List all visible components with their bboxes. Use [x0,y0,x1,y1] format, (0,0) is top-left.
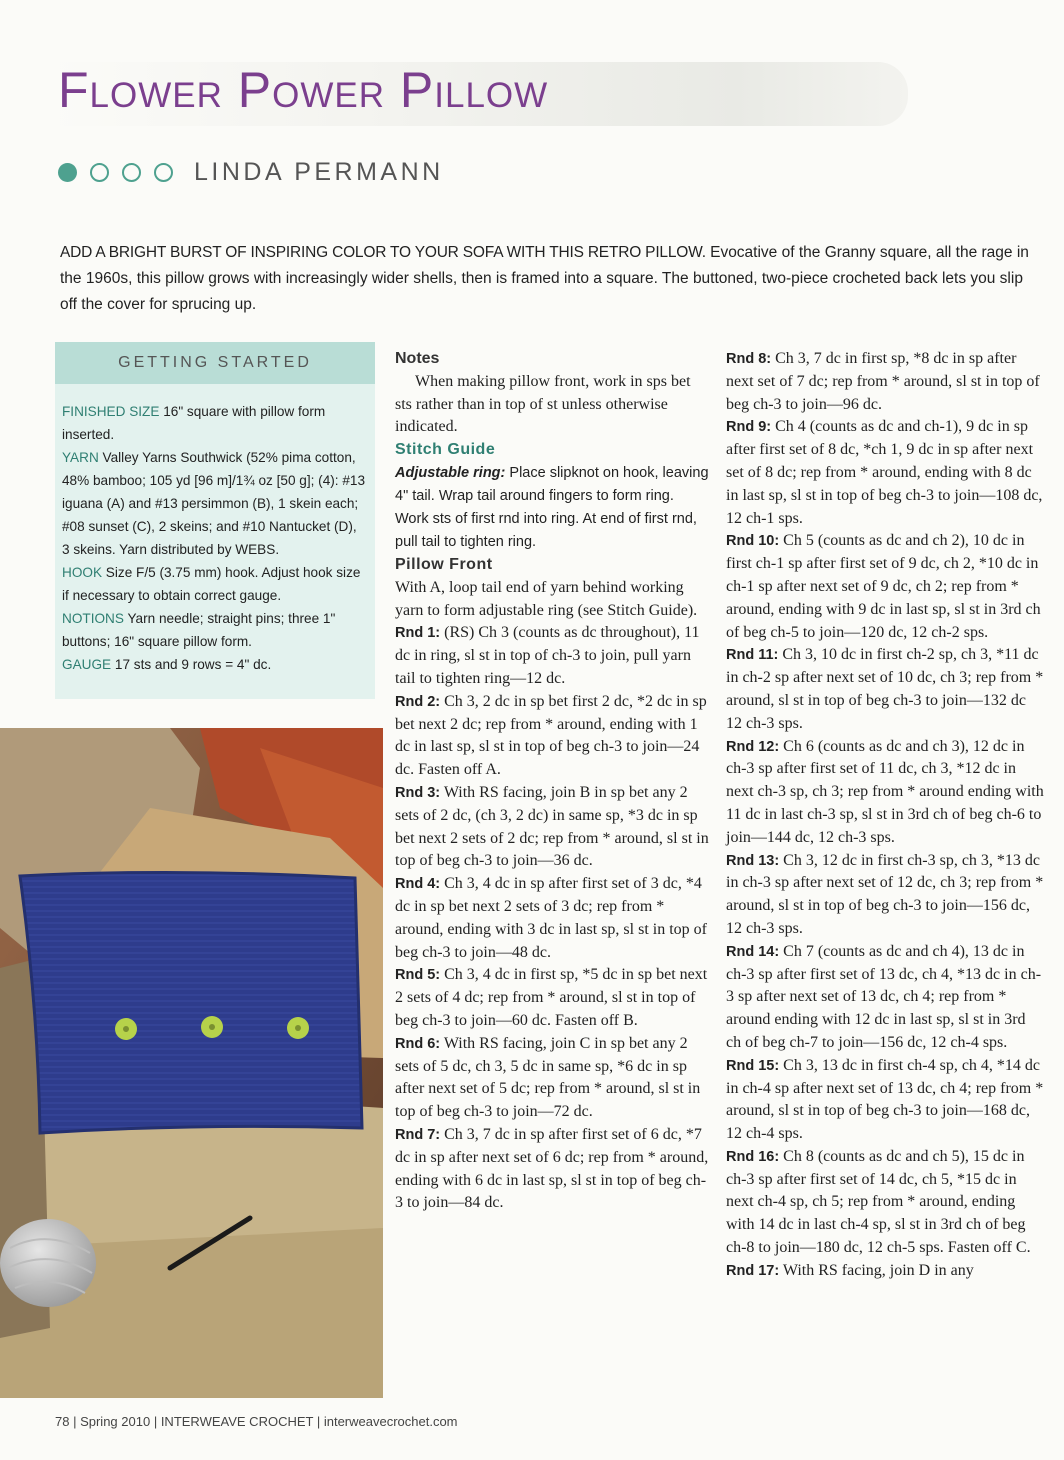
footer-separator: | [150,1414,161,1429]
round-instruction [395,1033,710,1124]
round-label: Rnd 13: [726,852,780,869]
website-url: interweavecrochet.com [323,1414,458,1429]
materials-item [62,400,367,446]
stitch-guide-text [395,462,710,554]
round-instruction [395,1124,710,1215]
page-title: Flower Power Pillow [58,62,549,118]
stitch-guide-heading: Stitch Guide [395,441,496,459]
round-instruction [726,644,1044,735]
round-instruction [726,530,1044,644]
round-instruction [395,691,710,782]
round-label: Rnd 11: [726,647,779,664]
materials-text: Valley Yarns Southwick (52% pima cotton, 48% bamboo; 105 yd [96 m]/1¾ oz [50 g]; (4): #13 iguana (A) and #13 persimmon (B), 1 skein each; #08 sunset (C), 2 skeins; and #10 Nantucket (D), 3 skeins. Yarn distributed by WEBS. [62,450,366,557]
button-flower [287,1017,309,1039]
column-right [726,348,1044,1283]
materials-item [62,446,367,561]
round-label: Rnd 4: [395,876,441,893]
author-name: LINDA PERMANN [194,158,444,186]
round-label: Rnd 16: [726,1148,780,1165]
round-text: Ch 5 (counts as dc and ch 2), 10 dc in first ch-1 sp after first set of 9 dc, ch 2, *10 dc in ch-1 sp after next set of 9 dc, ch 2; rep from * around, ending with 9 dc in last sp, sl st in 3rd ch of beg ch-5 to join—120 dc, 12 ch-2 sps. [726,532,1041,641]
round-label: Rnd 1: [395,625,441,642]
round-label: Rnd 7: [395,1126,441,1143]
difficulty-dot-empty [90,163,109,182]
difficulty-dot-filled [58,163,77,182]
round-label: Rnd 12: [726,738,780,755]
materials-text: Yarn needle; straight pins; three 1" buttons; 16" square pillow form. [62,611,336,649]
footer-separator: | [69,1414,81,1429]
round-text: Ch 3, 10 dc in first ch-2 sp, ch 3, *11 dc in ch-2 sp after next set of 10 dc, ch 3; rep from * around, sl st in top of beg ch-3 to join—132 dc 12 ch-3 sps. [726,646,1044,732]
pillow-front-heading: Pillow Front [395,555,493,573]
difficulty-dot-empty [122,163,141,182]
footer-separator: | [313,1414,324,1429]
round-instruction [726,1146,1044,1260]
round-text: Ch 3, 4 dc in sp after first set of 3 dc, *4 dc in sp bet next 2 sets of 3 dc; rep from * around, ending with 3 dc in last sp, sl st in top of beg ch-3 to join—48 dc. [395,875,707,961]
round-label: Rnd 17: [726,1262,780,1279]
round-label: Rnd 8: [726,351,772,367]
getting-started-heading: GETTING STARTED [55,342,375,384]
magazine-name: INTERWEAVE CROCHET [160,1414,314,1429]
materials-item [62,561,367,607]
pillow-photo [0,728,383,1398]
round-text: Ch 3, 2 dc in sp bet first 2 dc, *2 dc in sp bet next 2 dc; rep from * around, ending with 1 dc in last sp, sl st in top of beg ch-3 to join—24 dc. Fasten off A. [395,692,707,779]
intro-lead: ADD A BRIGHT BURST OF INSPIRING COLOR TO YOUR SOFA WITH THIS RETRO PILLOW. [60,243,706,261]
round-label: Rnd 14: [726,943,780,960]
round-text: (RS) Ch 3 (counts as dc throughout), 11 dc in ring, sl st in top of ch-3 to join, pull yarn tail to tighten ring—12 dc. [395,624,700,687]
materials-item [62,653,367,676]
round-instruction [726,1260,1044,1283]
round-label: Rnd 6: [395,1035,441,1052]
issue-date: Spring 2010 [80,1414,151,1429]
page-number: 78 [55,1414,70,1429]
intro-body: Evocative of the Granny square, all the rage in the 1960s, this pillow grows with increasingly wider shells, then is framed into a square. The buttoned, two-piece crocheted back lets you slip off the cover for sprucing up. [60,243,1029,313]
round-instruction [726,941,1044,1055]
round-label: Rnd 9: [726,419,772,436]
round-text: Ch 7 (counts as dc and ch 4), 13 dc in ch-3 sp after first set of 13 dc, ch 4, *13 dc in ch-3 sp after next set of 13 dc, ch 4; rep from * around ending with 12 dc in last sp, sl st in 3rd ch of beg ch-7 to join—156 dc, 12 ch-4 sps. [726,942,1042,1051]
round-label: Rnd 15: [726,1057,780,1074]
round-label: Rnd 3: [395,784,441,801]
round-text: Ch 3, 12 dc in first ch-3 sp, ch 3, *13 dc in ch-3 sp after next set of 12 dc, ch 3; rep from * around, sl st in top of beg ch-3 to join—156 dc, 12 ch-3 sps. [726,851,1044,937]
round-text: With RS facing, join D in any [779,1261,974,1279]
materials-label: GAUGE [62,657,112,672]
getting-started-box [55,342,375,699]
materials-label: HOOK [62,565,103,580]
difficulty-dot-empty [154,163,173,182]
materials-item [62,607,367,653]
round-text: Ch 3, 7 dc in sp after first set of 6 dc, *7 dc in sp after next set of 6 dc; rep from * around, ending with 6 dc in last sp, sl st in top of beg ch-3 to join—84 dc. [395,1125,709,1212]
round-instruction [726,348,1044,416]
notes-heading: Notes [395,350,440,367]
materials-text: 17 sts and 9 rows = 4" dc. [111,657,272,672]
round-instruction [395,622,710,690]
byline [58,158,444,187]
page-footer [55,1414,458,1429]
round-instruction [395,873,710,964]
materials-label: YARN [62,450,99,465]
round-instruction [395,964,710,1032]
round-instruction [726,1055,1044,1146]
round-text: Ch 4 (counts as dc and ch-1), 9 dc in sp after first set of 8 dc, *ch 1, 9 dc in sp after next set of 8 dc; rep from * around, ending with 8 dc in last sp, sl st in top of beg ch-3 to join—108 dc, 12 ch-1 sps. [726,418,1043,527]
intro-paragraph [60,240,1040,318]
materials-text: 16" square with pillow form inserted. [62,404,326,442]
round-instruction [726,850,1044,941]
notes-text: When making pillow front, work in sps bet sts rather than in top of st unless otherwise indicated. [395,372,691,436]
column-middle [395,348,710,1215]
round-text: Ch 6 (counts as dc and ch 3), 12 dc in ch-3 sp after first set of 11 dc, ch 3, *12 dc in next ch-3 sp, ch 3; rep from * around ending with 11 dc in last ch-3 sp, sl st in 3rd ch of beg ch-6 to join—144 dc, 12 ch-3 sps. [726,737,1044,846]
round-instruction [726,736,1044,850]
round-text: Ch 3, 7 dc in first sp, *8 dc in sp after next set of 7 dc; rep from * around, sl st in top of beg ch-3 to join—96 dc. [726,350,1040,413]
round-text: With RS facing, join C in sp bet any 2 sets of 5 dc, ch 3, 5 dc in same sp, *6 dc in sp after next set of 5 dc; rep from * around, sl st in top of beg ch-3 to join—72 dc. [395,1034,701,1121]
button-flower [201,1016,223,1038]
button-flower [115,1018,137,1040]
round-instruction [726,416,1044,530]
round-label: Rnd 2: [395,693,441,710]
round-text: Ch 3, 4 dc in first sp, *5 dc in sp bet next 2 sets of 4 dc; rep from * around, sl st in top of beg ch-3 to join—60 dc. Fasten off B. [395,966,708,1029]
stitch-guide-body: Place slipknot on hook, leaving 4" tail. Wrap tail around fingers to form ring. Work sts of first rnd into ring. At end of first rnd, pull tail to tighten ring. [395,464,709,550]
materials-label: FINISHED SIZE [62,404,160,419]
getting-started-list [55,384,375,676]
round-label: Rnd 5: [395,967,441,984]
round-text: Ch 3, 13 dc in first ch-4 sp, ch 4, *14 dc in ch-4 sp after next set of 13 dc, ch 4; rep from * around, sl st in top of beg ch-3 to join—168 dc, 12 ch-4 sps. [726,1056,1044,1143]
stitch-guide-term: Adjustable ring: [395,464,506,481]
pillow-front-intro: With A, loop tail end of yarn behind working yarn to form adjustable ring (see Stitch Guide). [395,578,698,619]
round-label: Rnd 10: [726,533,780,550]
round-text: With RS facing, join B in sp bet any 2 sets of 2 dc, (ch 3, 2 dc) in same sp, *3 dc in sp bet next 2 sets of 2 dc; rep from * around, sl st in top of beg ch-3 to join—36 dc. [395,783,709,870]
materials-text: Size F/5 (3.75 mm) hook. Adjust hook size if necessary to obtain correct gauge. [62,565,361,603]
materials-label: NOTIONS [62,611,124,626]
round-instruction [395,782,710,873]
round-text: Ch 8 (counts as dc and ch 5), 15 dc in ch-3 sp after first set of 14 dc, ch 5, *15 dc in next ch-4 sp, ch 5; rep from * around, ending with 14 dc in last ch-4 sp, sl st in 3rd ch of beg ch-8 to join—180 dc, 12 ch-5 sps. Fasten off C. [726,1147,1031,1257]
